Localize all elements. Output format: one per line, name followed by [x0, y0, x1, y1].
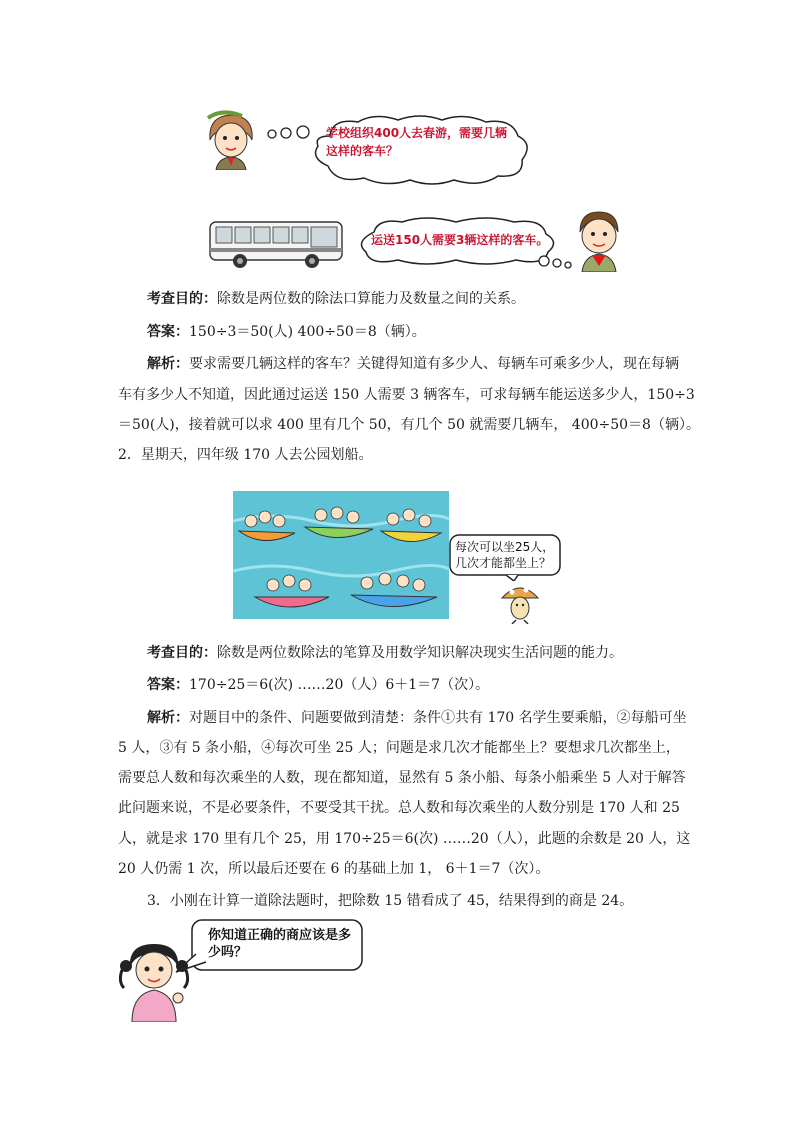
q2-purpose-label: 考查目的： — [147, 645, 217, 661]
q1-analysis-line-2: 车有多少人不知道，因此通过运送 150 人需要 3 辆客车，可求每辆车能运送多少人，150÷3 — [118, 387, 695, 403]
q1-analysis-line-3: ＝50(人)，接着就可以求 400 里有几个 50，有几个 50 就需要几辆车， 400÷50＝8（辆）。 — [118, 417, 700, 433]
q1-purpose-text: 除数是两位数的除法口算能力及数量之间的关系。 — [217, 291, 525, 307]
q2-stem: 2．星期天，四年级 170 人去公园划船。 — [118, 447, 373, 463]
q1-analysis-text-1: 要求需要几辆这样的客车？关键得知道有多少人、每辆车可乘多少人，现在每辆 — [189, 356, 679, 372]
q2-analysis-line-3: 需要总人数和每次乘坐的人数，现在都知道，显然有 5 条小船、每条小船乘坐 5 人对于解答 — [118, 770, 686, 786]
q2-analysis-line-2: 5 人，③有 5 条小船，④每次可坐 25 人；问题是求几次才能都坐上？要想求几次都坐上， — [118, 740, 680, 756]
q3-stem: 3．小刚在计算一道除法题时，把除数 15 错看成了 45，结果得到的商是 24。 — [147, 893, 634, 909]
q2-purpose — [147, 643, 623, 663]
q2-analysis-line-6: 20 人仍需 1 次，所以最后还要在 6 的基础上加 1， 6＋1＝7（次）。 — [118, 861, 550, 877]
q2-analysis-text-1: 对题目中的条件、问题要做到清楚：条件①共有 170 名学生要乘船，②每船可坐 — [189, 710, 687, 726]
boy-speech-text: 运送150人需要3辆这样的客车。 — [371, 233, 549, 247]
q1-answer-label: 答案： — [147, 324, 189, 340]
q2-analysis-line-4: 此问题来说，不是必要条件，不要受其干扰。总人数和每次乘坐的人数分别是 170 人和 25 — [118, 800, 680, 816]
q2-analysis-line-1 — [147, 708, 687, 728]
q2-answer-text: 170÷25＝6(次) ……20（人）6＋1＝7（次）。 — [189, 677, 490, 693]
q2-analysis-line-5: 人，就是求 170 里有几个 25，用 170÷25＝6(次) ……20（人），此题的余数是 20 人，这 — [118, 831, 691, 847]
bus-illustration — [208, 218, 346, 270]
q2-answer-label: 答案： — [147, 677, 189, 693]
q3-girl-figure — [118, 940, 190, 1022]
q2-analysis-label: 解析： — [147, 710, 189, 726]
q2-speech-text: 每次可以坐25人，几次才能都坐上？ — [455, 540, 555, 570]
q2-answer — [147, 675, 489, 695]
q2-purpose-text: 除数是两位数除法的笔算及用数学知识解决现实生活问题的能力。 — [217, 645, 623, 661]
q1-purpose-label: 考查目的： — [147, 291, 217, 307]
girl-figure — [202, 110, 260, 170]
q1-answer — [147, 322, 426, 342]
thought-dots — [266, 125, 312, 141]
boy-figure — [568, 208, 630, 272]
q1-analysis-line-1 — [147, 354, 679, 374]
q1-purpose — [147, 289, 525, 309]
mushroom-character — [498, 580, 542, 624]
q3-speech-text: 你知道正确的商应该是多少吗？ — [208, 928, 352, 960]
boating-illustration — [233, 491, 449, 619]
q1-answer-text: 150÷3＝50(人) 400÷50＝8（辆）。 — [189, 324, 426, 340]
girl-speech-text: 学校组织400人去春游，需要几辆这样的客车？ — [326, 126, 508, 158]
q1-analysis-label: 解析： — [147, 356, 189, 372]
